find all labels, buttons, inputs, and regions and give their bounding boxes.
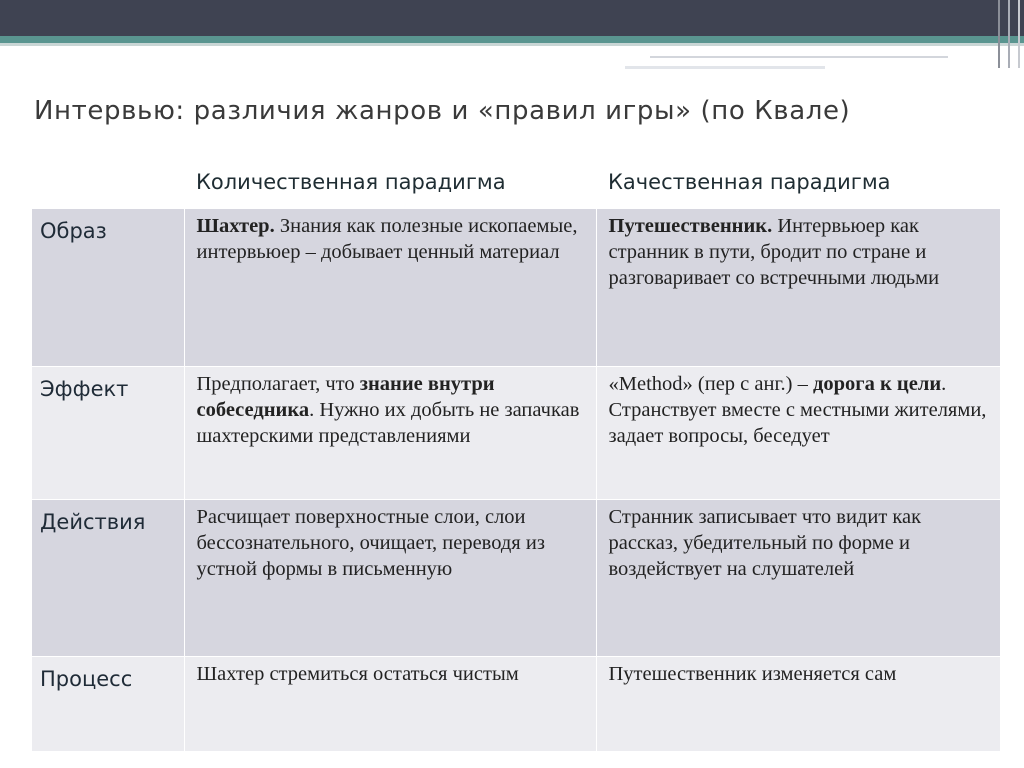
cell-quantitative	[184, 367, 596, 500]
column-header	[32, 162, 184, 209]
comparison-table	[32, 162, 1000, 751]
text-segment: Путешественник изменяется сам	[608, 663, 897, 685]
text-segment: «Method» (пер с анг.) –	[608, 373, 814, 395]
column-header-quantitative: Количественная парадигма	[196, 170, 506, 194]
text-segment: . Нужно их добыть не запачкав шахтерскими представлениями	[196, 399, 580, 448]
slide-title: Интервью: различия жанров и «правил игры» (по Квале)	[34, 96, 851, 126]
decorative-line	[625, 66, 825, 69]
table-row	[32, 657, 1000, 751]
text-segment: Интервьюер как странник в пути, бродит по стране и разговаривает со встречными людьми	[608, 215, 940, 290]
corner-decoration	[998, 0, 1020, 68]
cell-qualitative	[596, 657, 1000, 751]
top-decorative-bar	[0, 0, 1024, 36]
text-segment: Знания как полезные ископаемые, интервьюер – добывает ценный материал	[196, 215, 578, 264]
row-label: Эффект	[32, 367, 184, 500]
text-segment: Странник записывает что видит как рассказ, убедительный по форме и воздействует на слушателей	[608, 506, 922, 581]
top-accent-stripe	[0, 36, 1024, 43]
cell-quantitative	[184, 500, 596, 657]
bold-text: дорога к цели	[813, 373, 942, 395]
bold-text: знание внутри собеседника	[196, 373, 495, 422]
table-row	[32, 500, 1000, 657]
cell-quantitative	[184, 657, 596, 751]
cell-qualitative	[596, 500, 1000, 657]
cell-qualitative	[596, 367, 1000, 500]
row-label: Действия	[32, 500, 184, 657]
text-segment: Шахтер стремиться остаться чистым	[196, 663, 519, 685]
column-header-qualitative: Качественная парадигма	[608, 170, 891, 194]
text-segment: . Странствует вместе с местными жителями, задает вопросы, беседует	[608, 373, 987, 448]
bold-text: Шахтер.	[196, 215, 275, 237]
cell-quantitative	[184, 209, 596, 367]
table-header-row	[32, 162, 1000, 209]
row-label: Процесс	[32, 657, 184, 751]
row-label: Образ	[32, 209, 184, 367]
table-row	[32, 209, 1000, 367]
decorative-line	[650, 56, 948, 58]
top-thin-stripe	[0, 43, 1024, 46]
bold-text: Путешественник.	[608, 215, 773, 237]
text-segment: Расчищает поверхностные слои, слои бессознательного, очищает, переводя из устной формы в письменную	[196, 506, 545, 581]
text-segment: Предполагает, что	[196, 373, 360, 395]
table-row	[32, 367, 1000, 500]
cell-qualitative	[596, 209, 1000, 367]
